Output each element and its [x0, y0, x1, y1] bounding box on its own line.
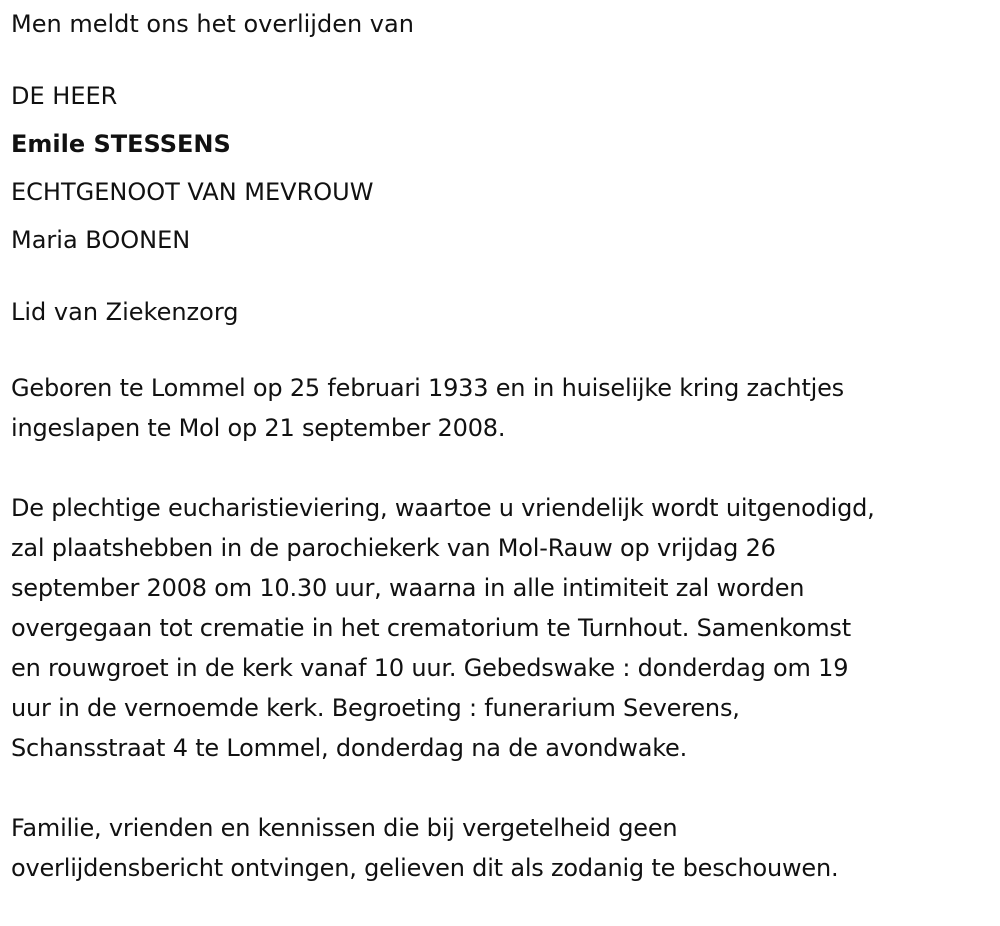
birth-death-paragraph: Geboren te Lommel op 25 februari 1933 en in huiselijke kring zachtjes ingeslapen te Mol op 21 september 2008. — [11, 374, 844, 442]
intro-text: Men meldt ons het overlijden van — [11, 10, 414, 38]
deceased-name: Emile STESSENS — [11, 130, 231, 158]
closing-paragraph: Familie, vrienden en kennissen die bij vergetelheid geen overlijdensbericht ontvingen, gelieven dit als zodanig te beschouwen. — [11, 814, 839, 882]
spouse-name: Maria BOONEN — [11, 226, 191, 254]
relation-text: ECHTGENOOT VAN MEVROUW — [11, 178, 374, 206]
membership-text: Lid van Ziekenzorg — [11, 298, 239, 326]
death-notice — [11, 8, 996, 888]
title-text: DE HEER — [11, 82, 118, 110]
ceremony-paragraph: De plechtige eucharistieviering, waartoe u vriendelijk wordt uitgenodigd, zal plaatshebben in de parochiekerk van Mol-Rauw op vrijdag 26 september 2008 om 10.30 uur, waarna in alle intimiteit zal worden overgegaan tot crematie in het crematorium te Turnhout. Samenkomst en rouwgroet in de kerk vanaf 10 uur. Gebedswake : donderdag om 19 uur in de vernoemde kerk. Begroeting : funerarium Severens, Schansstraat 4 te Lommel, donderdag na de avondwake. — [11, 494, 875, 762]
